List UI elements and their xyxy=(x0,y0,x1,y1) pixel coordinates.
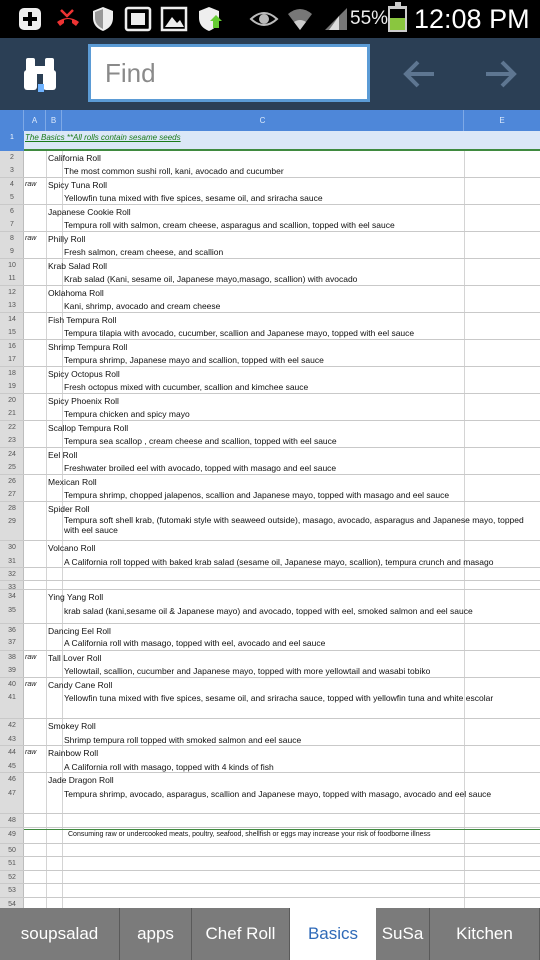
tab-apps[interactable]: apps xyxy=(120,908,192,960)
menu-item-description[interactable]: Freshwater broiled eel with avocado, topped with masago and eel sauce xyxy=(64,463,337,473)
table-row[interactable] xyxy=(0,421,540,434)
row-number[interactable]: 48 xyxy=(8,817,16,824)
tab-soupsalad[interactable]: soupsalad xyxy=(0,908,120,960)
table-row[interactable] xyxy=(0,488,540,502)
table-row[interactable] xyxy=(0,733,540,746)
table-row[interactable] xyxy=(0,746,540,760)
table-row[interactable] xyxy=(0,664,540,678)
row-number[interactable]: 31 xyxy=(8,558,16,565)
tab-basics[interactable]: Basics xyxy=(290,908,376,960)
cell-raw-flag[interactable]: raw xyxy=(25,654,37,661)
menu-item-description[interactable]: Tempura shrimp, Japanese mayo and scallion, topped with eel sauce xyxy=(64,355,324,365)
table-row[interactable] xyxy=(0,760,540,773)
row-number[interactable]: 11 xyxy=(8,275,16,282)
table-row[interactable] xyxy=(0,394,540,407)
find-toolbar xyxy=(0,38,540,110)
menu-item-name[interactable]: Candy Cane Roll xyxy=(48,680,113,690)
table-row[interactable] xyxy=(0,299,540,313)
menu-item-description[interactable]: Tempura soft shell krab, (futomaki style with seaweed outside), masago, avocado, asparagus and Japanese mayo, topped with eel sauce xyxy=(64,515,524,535)
row-number[interactable]: 6 xyxy=(10,208,14,215)
row-number[interactable]: 26 xyxy=(8,478,16,485)
table-row[interactable] xyxy=(0,434,540,448)
menu-item-description[interactable]: Yellowfin tuna mixed with five spices, sesame oil, and sriracha sauce, topped with yellowfin tuna and white escolar xyxy=(64,693,494,703)
table-row[interactable] xyxy=(0,367,540,380)
table-row[interactable] xyxy=(0,814,540,828)
table-row[interactable] xyxy=(0,191,540,205)
table-row[interactable] xyxy=(0,448,540,461)
menu-item-name[interactable]: Scallop Tempura Roll xyxy=(48,423,129,433)
row-number[interactable]: 13 xyxy=(8,302,16,309)
row-number[interactable]: 36 xyxy=(8,627,16,634)
add-icon xyxy=(16,6,44,32)
table-row[interactable] xyxy=(0,555,540,568)
row-number[interactable]: 34 xyxy=(8,593,16,600)
missed-call-icon xyxy=(54,6,82,32)
cell-raw-flag[interactable]: raw xyxy=(25,749,37,756)
table-row[interactable] xyxy=(0,272,540,286)
row-number[interactable]: 23 xyxy=(8,437,16,444)
table-row[interactable] xyxy=(0,326,540,340)
row-number[interactable]: 25 xyxy=(8,464,16,471)
row-number[interactable]: 22 xyxy=(8,424,16,431)
table-row[interactable] xyxy=(0,407,540,421)
cell-raw-flag[interactable]: raw xyxy=(25,181,37,188)
footer-divider xyxy=(24,829,540,830)
table-row[interactable] xyxy=(0,898,540,908)
menu-item-name[interactable]: Jade Dragon Roll xyxy=(48,775,114,785)
row-number[interactable]: 5 xyxy=(10,194,14,201)
menu-item-description[interactable]: krab salad (kani,sesame oil & Japanese mayo) and avocado, topped with eel, smoked salmon and eel sauce xyxy=(64,606,473,616)
table-row[interactable] xyxy=(0,590,540,604)
wifi-icon xyxy=(286,6,314,32)
menu-item-description[interactable]: Yellowtail, scallion, cucumber and Japanese mayo, topped with more yellowtail and wasabi tobiko xyxy=(64,666,431,676)
row-number[interactable]: 18 xyxy=(8,370,16,377)
menu-item-name[interactable]: Shrimp Tempura Roll xyxy=(48,342,128,352)
row-number[interactable]: 39 xyxy=(8,667,16,674)
battery-percent: 55% xyxy=(350,8,389,29)
table-row[interactable] xyxy=(0,380,540,394)
table-row[interactable] xyxy=(0,581,540,590)
row-number[interactable]: 49 xyxy=(8,831,16,838)
row-number[interactable]: 50 xyxy=(8,847,16,854)
row-number[interactable]: 20 xyxy=(8,397,16,404)
menu-item-description[interactable]: Tempura chicken and spicy mayo xyxy=(64,409,190,419)
table-row[interactable] xyxy=(0,286,540,299)
menu-item-name[interactable]: Krab Salad Roll xyxy=(48,261,108,271)
table-row[interactable] xyxy=(0,857,540,871)
spreadsheet-grid[interactable] xyxy=(0,131,540,908)
row-number[interactable]: 51 xyxy=(8,860,16,867)
table-row[interactable] xyxy=(0,164,540,178)
table-row[interactable] xyxy=(0,871,540,884)
table-row[interactable] xyxy=(0,844,540,857)
menu-item-description[interactable]: Yellowfin tuna mixed with five spices, sesame oil, and sriracha sauce xyxy=(64,193,323,203)
row-number[interactable]: 29 xyxy=(8,518,16,525)
row-number[interactable]: 10 xyxy=(8,262,16,269)
menu-item-description[interactable]: Tempura shrimp, chopped jalapenos, scallion and Japanese mayo, topped with masago and eel sauce xyxy=(64,490,450,500)
row-number[interactable]: 14 xyxy=(8,316,16,323)
table-row[interactable] xyxy=(0,678,540,691)
header-divider xyxy=(24,149,540,151)
menu-item-description[interactable]: Krab salad (Kani, sesame oil, Japanese mayo,masago, scallion) with avocado xyxy=(64,274,358,284)
menu-item-description[interactable]: The most common sushi roll, kani, avocado and cucumber xyxy=(64,166,284,176)
shield-icon xyxy=(90,6,116,32)
row-number[interactable]: 33 xyxy=(8,584,16,591)
table-row[interactable] xyxy=(0,475,540,488)
shield-update-icon xyxy=(196,6,226,32)
arrow-left-icon[interactable] xyxy=(398,52,442,96)
sheet-tabs xyxy=(0,908,540,960)
row-number[interactable]: 7 xyxy=(10,221,14,228)
row-number[interactable]: 41 xyxy=(8,694,16,701)
menu-item-description[interactable]: Tempura shrimp, avocado, asparagus, scallion and Japanese mayo, topped with masago, avocado and eel sauce xyxy=(64,789,492,799)
table-row[interactable] xyxy=(0,259,540,272)
film-icon xyxy=(124,6,152,32)
signal-icon xyxy=(322,6,350,32)
cell-raw-flag[interactable]: raw xyxy=(25,235,37,242)
row-number[interactable]: 46 xyxy=(8,776,16,783)
menu-item-description[interactable]: Tempura tilapia with avocado, cucumber, scallion and Japanese mayo, topped with eel sauce xyxy=(64,328,415,338)
row-number[interactable]: 15 xyxy=(8,329,16,336)
row-number[interactable]: 4 xyxy=(10,181,14,188)
table-row[interactable] xyxy=(0,515,540,541)
row-number[interactable]: 8 xyxy=(10,235,14,242)
row-number[interactable]: 40 xyxy=(8,681,16,688)
menu-item-name[interactable]: Ying Yang Roll xyxy=(48,592,104,602)
menu-item-name[interactable]: Japanese Cookie Roll xyxy=(48,207,131,217)
menu-item-name[interactable]: Spicy Octopus Roll xyxy=(48,369,120,379)
status-bar xyxy=(0,0,540,38)
menu-item-name[interactable]: Dancing Eel Roll xyxy=(48,626,111,636)
eye-icon xyxy=(248,6,280,32)
row-number[interactable]: 27 xyxy=(8,491,16,498)
menu-item-description[interactable]: Shrimp tempura roll topped with smoked salmon and eel sauce xyxy=(64,735,302,745)
menu-item-name[interactable]: Volcano Roll xyxy=(48,543,96,553)
row-number[interactable]: 54 xyxy=(8,901,16,908)
menu-item-description[interactable]: Tempura sea scallop , cream cheese and scallion, topped with eel sauce xyxy=(64,436,337,446)
row-number[interactable]: 37 xyxy=(8,639,16,646)
table-row[interactable] xyxy=(0,568,540,581)
select-all-corner[interactable] xyxy=(0,110,24,131)
row-number[interactable]: 44 xyxy=(8,749,16,756)
table-row[interactable] xyxy=(0,353,540,367)
table-row[interactable] xyxy=(0,651,540,664)
row-number[interactable]: 45 xyxy=(8,763,16,770)
table-row[interactable] xyxy=(0,205,540,218)
table-row[interactable] xyxy=(0,313,540,326)
table-row[interactable] xyxy=(0,691,540,719)
table-row[interactable] xyxy=(0,787,540,814)
clock: 12:08 PM xyxy=(414,4,530,34)
row-number[interactable]: 12 xyxy=(8,289,16,296)
menu-item-name[interactable]: Eel Roll xyxy=(48,450,78,460)
menu-item-name[interactable]: Tall Lover Roll xyxy=(48,653,102,663)
table-row[interactable] xyxy=(0,245,540,259)
menu-item-name[interactable]: Oklahoma Roll xyxy=(48,288,104,298)
image-icon xyxy=(160,6,188,32)
row-number[interactable]: 16 xyxy=(8,343,16,350)
row-number[interactable]: 53 xyxy=(8,887,16,894)
row-number[interactable]: 9 xyxy=(10,248,14,255)
table-row[interactable] xyxy=(0,461,540,475)
row-number[interactable]: 32 xyxy=(8,571,16,578)
table-row[interactable] xyxy=(0,502,540,515)
tab-susa[interactable]: SuSa xyxy=(376,908,430,960)
menu-item-name[interactable]: Smokey Roll xyxy=(48,721,96,731)
menu-item-description[interactable]: A California roll with masago, topped with 4 kinds of fish xyxy=(64,762,274,772)
column-header-b[interactable]: B xyxy=(46,110,62,131)
menu-item-description[interactable]: Kani, shrimp, avocado and cream cheese xyxy=(64,301,221,311)
tab-kitchen[interactable]: Kitchen xyxy=(430,908,540,960)
table-row[interactable] xyxy=(0,828,540,844)
row-number[interactable]: 2 xyxy=(10,154,14,161)
menu-item-description[interactable]: A California roll with masago, topped with eel, avocado and eel sauce xyxy=(64,638,326,648)
tab-chef-roll[interactable]: Chef Roll xyxy=(192,908,290,960)
table-row[interactable] xyxy=(0,719,540,733)
menu-item-name[interactable]: Rainbow Roll xyxy=(48,748,99,758)
row-number[interactable]: 24 xyxy=(8,451,16,458)
menu-item-name[interactable]: Mexican Roll xyxy=(48,477,97,487)
table-row[interactable] xyxy=(0,773,540,787)
menu-item-name[interactable]: California Roll xyxy=(48,153,101,163)
table-row[interactable] xyxy=(0,218,540,232)
row-number[interactable]: 28 xyxy=(8,505,16,512)
cell-raw-flag[interactable]: raw xyxy=(25,681,37,688)
section-header[interactable]: The Basics **All rolls contain sesame seeds xyxy=(25,133,181,142)
row-number[interactable]: 38 xyxy=(8,654,16,661)
battery-icon xyxy=(388,6,407,32)
table-row[interactable] xyxy=(0,232,540,245)
row-number[interactable]: 3 xyxy=(10,167,14,174)
menu-item-name[interactable]: Spicy Tuna Roll xyxy=(48,180,108,190)
row-number[interactable]: 52 xyxy=(8,874,16,881)
row-number[interactable]: 42 xyxy=(8,722,16,729)
column-header-c[interactable]: C xyxy=(62,110,464,131)
table-row[interactable] xyxy=(0,178,540,191)
table-row[interactable] xyxy=(0,884,540,898)
row-number[interactable]: 30 xyxy=(8,544,16,551)
table-row[interactable] xyxy=(0,541,540,555)
table-row[interactable] xyxy=(0,151,540,164)
row-number[interactable]: 21 xyxy=(8,410,16,417)
menu-item-name[interactable]: Philly Roll xyxy=(48,234,86,244)
table-row[interactable] xyxy=(0,340,540,353)
column-header-e[interactable]: E xyxy=(499,116,505,125)
row-number[interactable]: 43 xyxy=(8,736,16,743)
find-input[interactable] xyxy=(88,44,370,102)
table-row[interactable] xyxy=(0,636,540,651)
menu-item-name[interactable]: Spicy Phoenix Roll xyxy=(48,396,119,406)
menu-item-description[interactable]: A California roll topped with baked krab salad (sesame oil, Japanese mayo, scallion), tempura crunch and masago xyxy=(64,557,494,567)
menu-item-name[interactable]: Spider Roll xyxy=(48,504,90,514)
row-number[interactable]: 35 xyxy=(8,607,16,614)
row-number[interactable]: 47 xyxy=(8,790,16,797)
row-number[interactable]: 19 xyxy=(8,383,16,390)
menu-item-description[interactable]: Fresh salmon, cream cheese, and scallion xyxy=(64,247,224,257)
table-row[interactable] xyxy=(0,604,540,624)
menu-item-description[interactable]: Fresh octopus mixed with cucumber, scallion and kimchee sauce xyxy=(64,382,309,392)
table-row[interactable] xyxy=(0,624,540,636)
menu-item-description[interactable]: Tempura roll with salmon, cream cheese, asparagus and scallion, topped with eel sauce xyxy=(64,220,395,230)
table-row[interactable] xyxy=(0,131,540,151)
binoculars-icon[interactable] xyxy=(22,54,62,94)
menu-item-name[interactable]: Fish Tempura Roll xyxy=(48,315,117,325)
column-header-a[interactable]: A xyxy=(24,110,46,131)
row-number[interactable]: 1 xyxy=(0,131,24,151)
column-header-bar xyxy=(0,110,540,131)
row-number[interactable]: 17 xyxy=(8,356,16,363)
arrow-right-icon[interactable] xyxy=(478,52,522,96)
disclaimer-note[interactable]: Consuming raw or undercooked meats, poultry, seafood, shellfish or eggs may increase your risk of foodborne illness xyxy=(68,831,431,838)
